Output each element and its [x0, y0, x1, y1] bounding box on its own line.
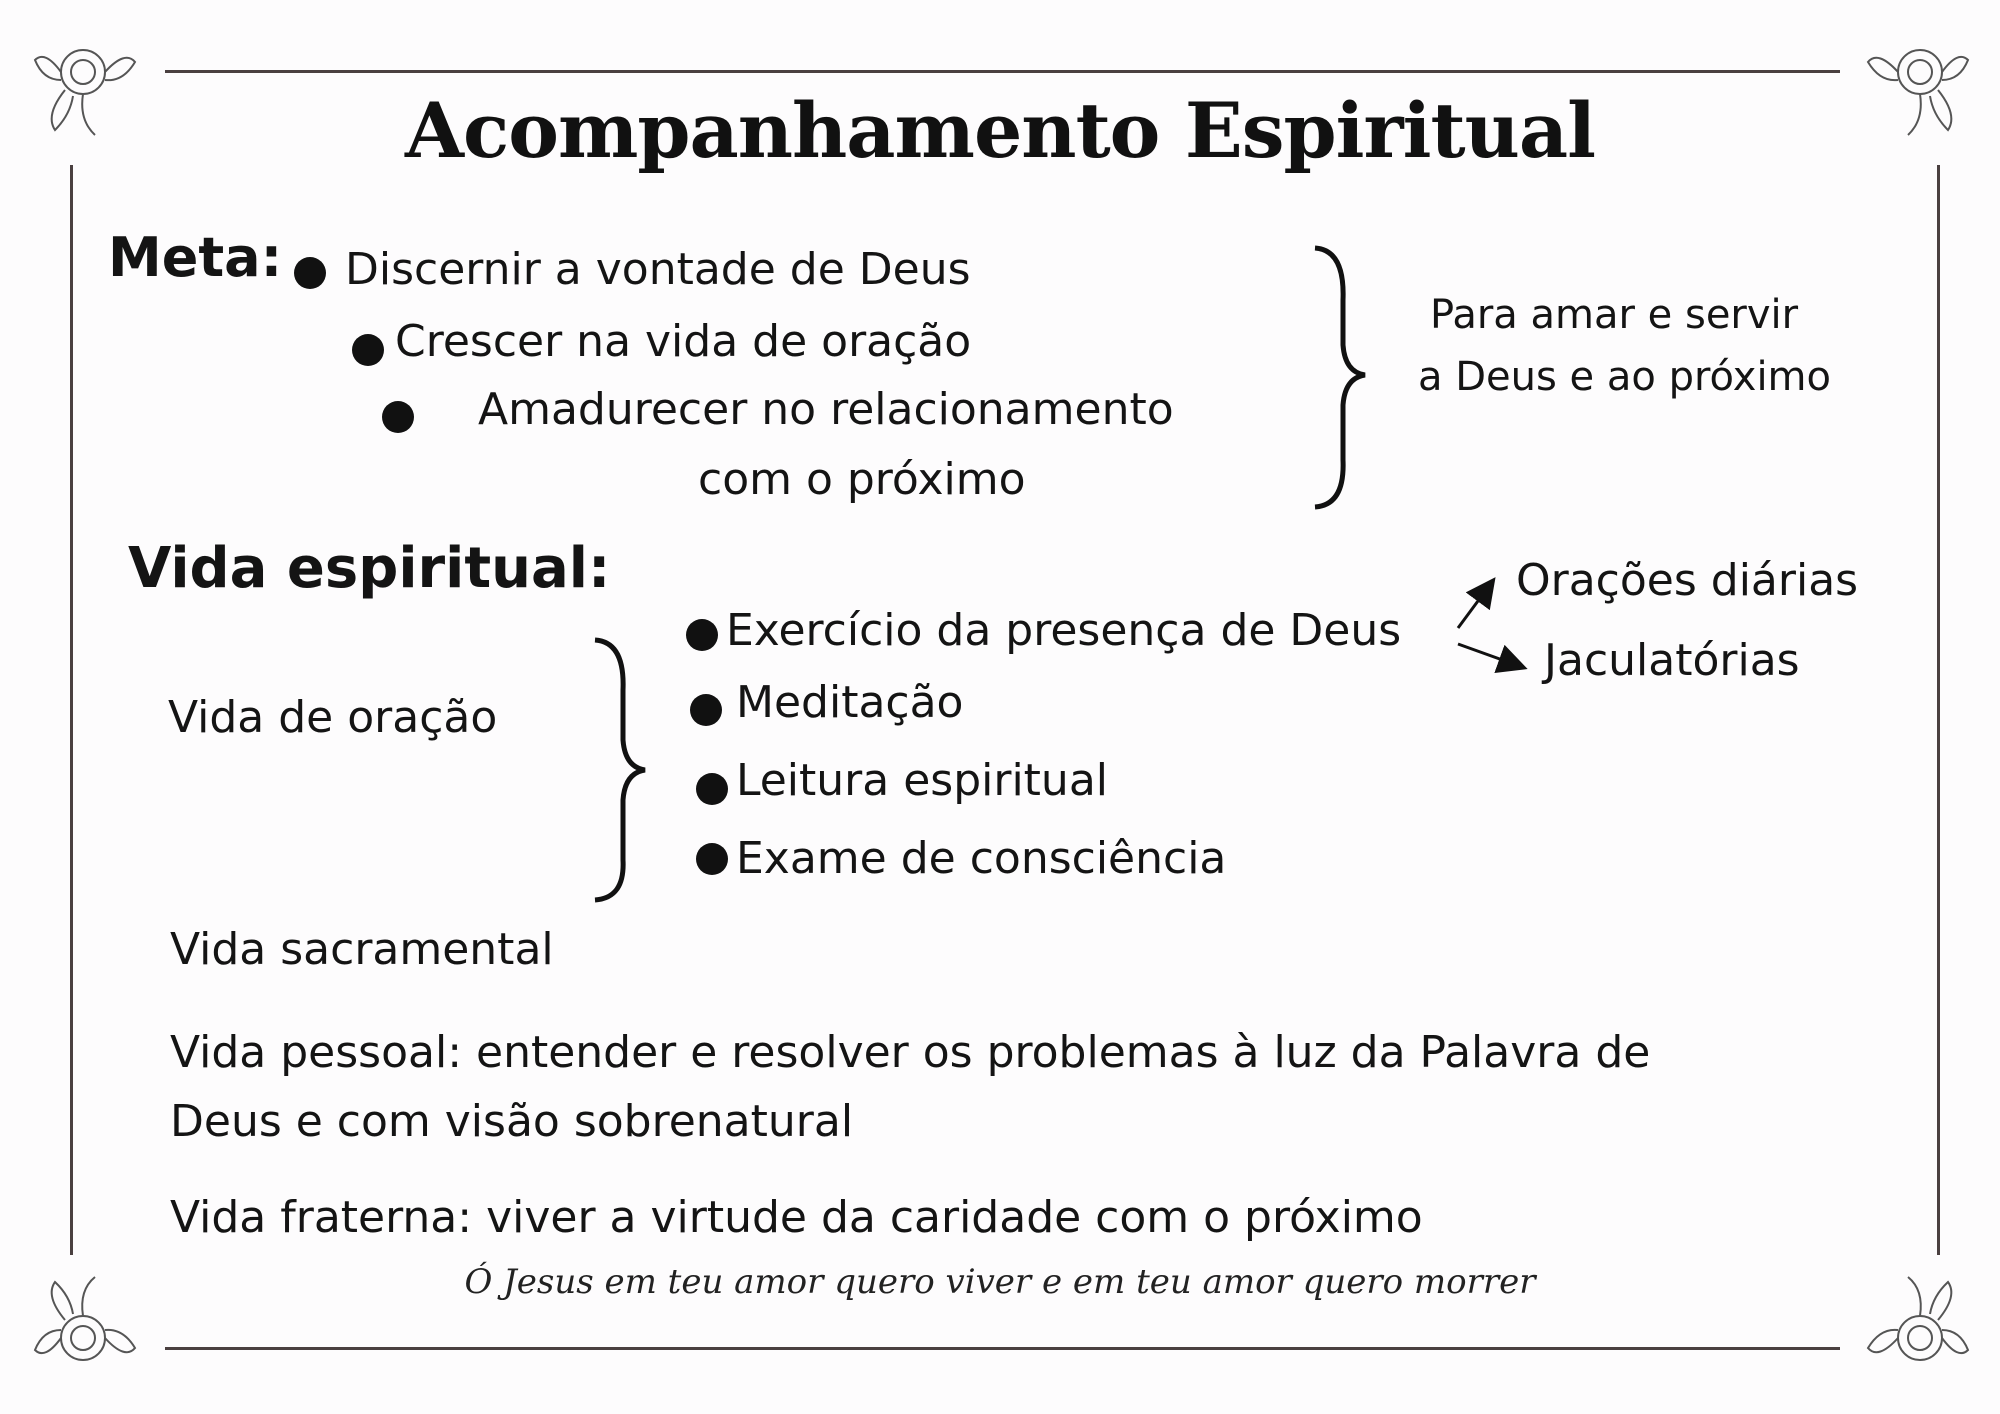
vida-espiritual-label: Vida espiritual: [128, 536, 611, 601]
arrow-target-oracoes: Orações diárias [1516, 555, 1859, 606]
vida-sacramental: Vida sacramental [170, 924, 554, 975]
oracao-item-meditacao: Meditação [736, 677, 964, 728]
oracao-item-leitura: Leitura espiritual [736, 755, 1109, 806]
footer-quote: Ó Jesus em teu amor quero viver e em teu amor quero morrer [464, 1262, 1536, 1302]
meta-purpose-line2: a Deus e ao próximo [1418, 354, 1831, 400]
meta-curly-brace [1315, 248, 1365, 507]
meta-purpose-line1: Para amar e servir [1430, 292, 1799, 338]
page-title: Acompanhamento Espiritual [405, 86, 1595, 175]
arrow-up-icon [1458, 582, 1492, 628]
vida-pessoal-line1: Vida pessoal: entender e resolver os problemas à luz da Palavra de [170, 1027, 1651, 1078]
oracao-item-exercicio: Exercício da presença de Deus [726, 605, 1402, 656]
meta-label: Meta: [108, 226, 283, 289]
meta-item-discernir: Discernir a vontade de Deus [345, 244, 971, 295]
vida-fraterna: Vida fraterna: viver a virtude da caridade com o próximo [170, 1192, 1423, 1243]
oracao-curly-brace [595, 640, 645, 900]
oracao-item-exame: Exame de consciência [736, 833, 1227, 884]
vida-oracao-label: Vida de oração [168, 692, 498, 743]
meta-item-amadurecer: Amadurecer no relacionamento [478, 384, 1174, 435]
meta-item-crescer: Crescer na vida de oração [395, 316, 972, 367]
vida-pessoal-line2: Deus e com visão sobrenatural [170, 1096, 854, 1147]
arrow-right-icon [1458, 644, 1522, 667]
arrow-target-jaculatorias: Jaculatórias [1544, 635, 1800, 686]
meta-item-amadurecer-cont: com o próximo [698, 454, 1026, 505]
